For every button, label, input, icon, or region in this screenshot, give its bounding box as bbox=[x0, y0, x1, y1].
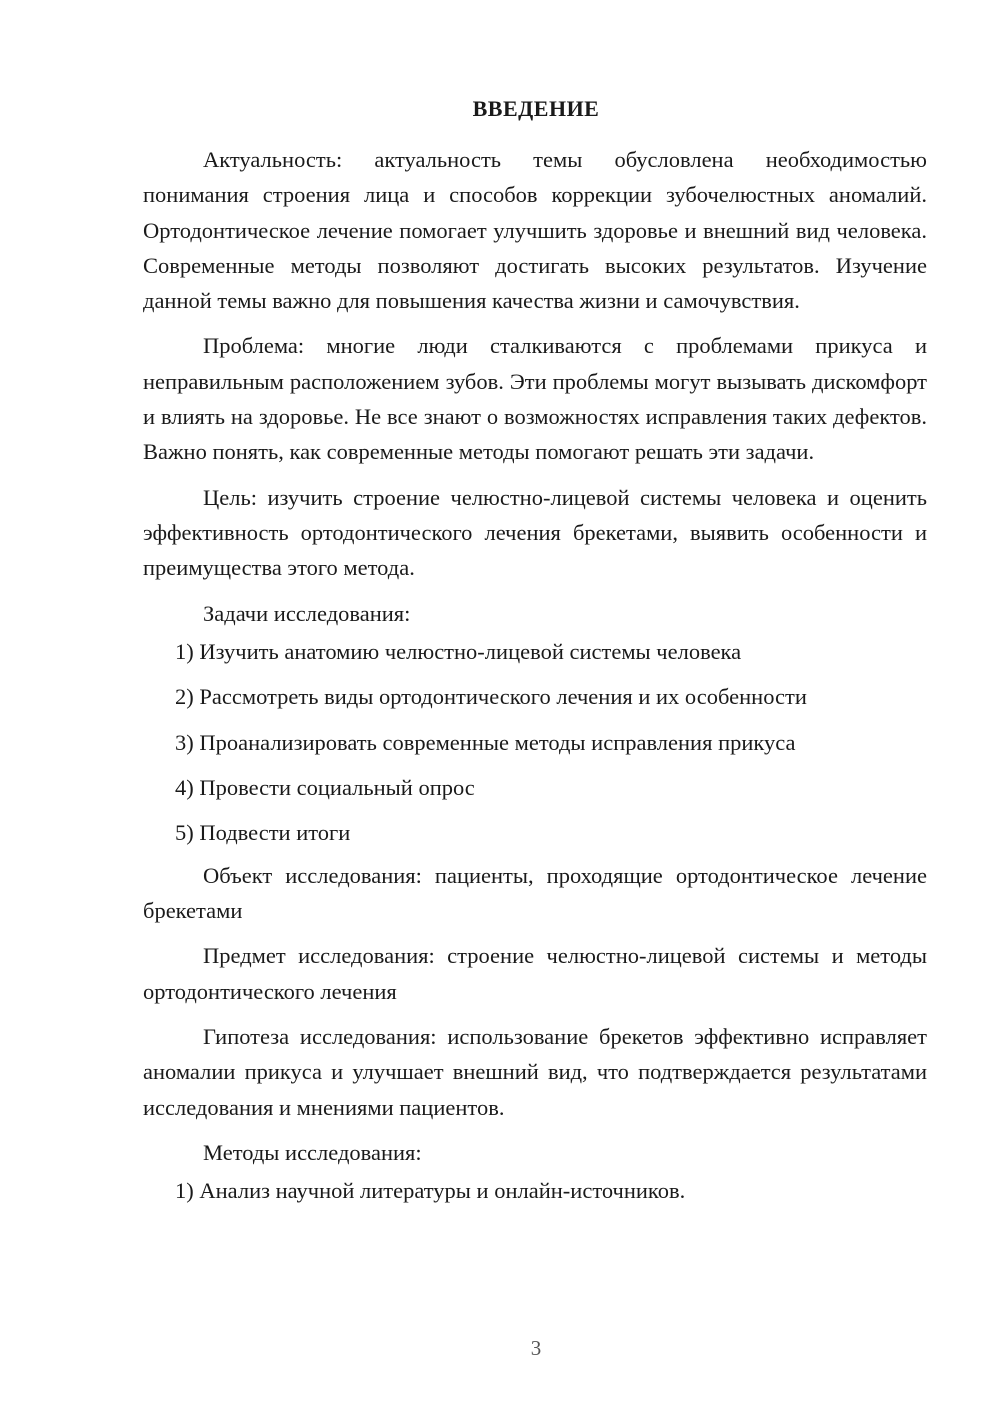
document-title: ВВЕДЕНИЕ bbox=[472, 96, 600, 121]
goal-paragraph: Цель: изучить строение челюстно-лицевой системы человека и оценить эффективность ортодонтического лечения брекетами, выявить особенности и преимущества этого метода. bbox=[143, 484, 927, 581]
methods-heading: Методы исследования: bbox=[203, 1139, 422, 1165]
page-number: 3 bbox=[530, 1336, 542, 1360]
relevance-paragraph: Актуальность: актуальность темы обусловлена необходимостью понимания строения лица и способов коррекции зубочелюстных аномалий. Ортодонтическое лечение помогает улучшить здоровье и внешний вид человека. Современные методы позволяют достигать высоких результатов. Изучение данной темы важно для повышения качества жизни и самочувствия. bbox=[143, 147, 927, 314]
methods-list bbox=[143, 1168, 927, 1213]
tasks-list bbox=[143, 629, 927, 856]
tasks-heading: Задачи исследования: bbox=[203, 600, 411, 626]
task-item: 5) Подвести итоги bbox=[175, 820, 351, 846]
task-item: 1) Изучить анатомию челюстно-лицевой системы человека bbox=[175, 638, 742, 664]
task-item: 2) Рассмотреть виды ортодонтического лечения и их особенности bbox=[175, 684, 807, 710]
task-item: 4) Провести социальный опрос bbox=[175, 775, 475, 801]
problem-paragraph: Проблема: многие люди сталкиваются с проблемами прикуса и неправильным расположением зубов. Эти проблемы могут вызывать дискомфорт и влиять на здоровье. Не все знают о возможностях исправления таких дефектов. Важно понять, как современные методы помогают решать эти задачи. bbox=[143, 333, 927, 465]
document-body bbox=[143, 142, 927, 1214]
method-item: 1) Анализ научной литературы и онлайн-источников. bbox=[175, 1178, 686, 1204]
object-paragraph: Объект исследования: пациенты, проходящие ортодонтическое лечение брекетами bbox=[143, 862, 927, 924]
subject-paragraph: Предмет исследования: строение челюстно-лицевой системы и методы ортодонтического лечения bbox=[143, 943, 927, 1004]
hypothesis-paragraph: Гипотеза исследования: использование брекетов эффективно исправляет аномалии прикуса и улучшает внешний вид, что подтверждается результатами исследования и мнениями пациентов. bbox=[143, 1024, 927, 1120]
task-item: 3) Проанализировать современные методы исправления прикуса bbox=[175, 729, 796, 755]
